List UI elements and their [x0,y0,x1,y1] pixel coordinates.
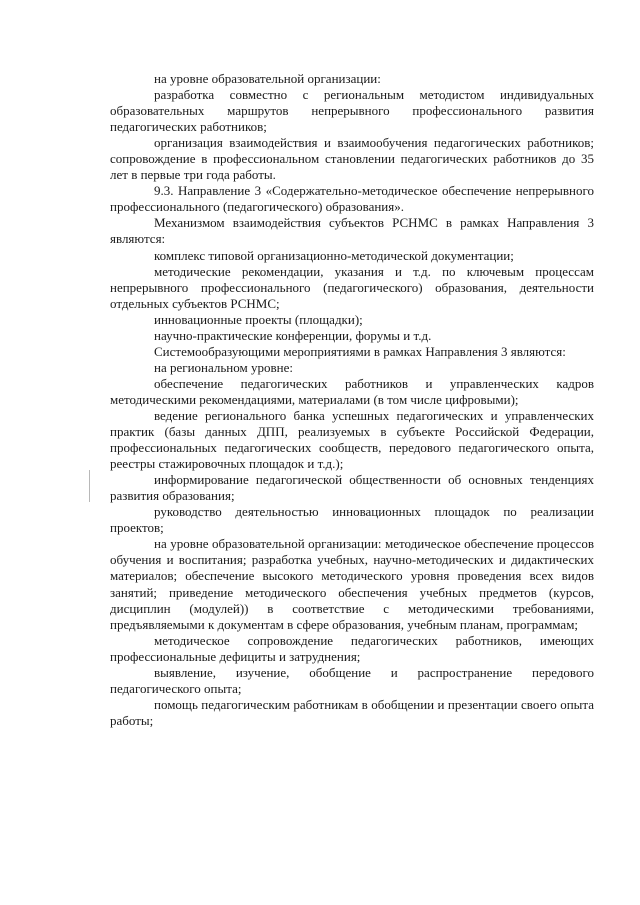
paragraph-16: на уровне образовательной организации: методическое обеспечение процессов обучения и воспитания; разработка учебных, научно-методических и дидактических материалов; обеспечение высокого методического уровня проведения всех видов занятий; приведение методического обеспечения учебных предметов (курсов, дисциплин (модулей)) в соответствие с методическими требованиями, предъявляемыми к документам в сфере образования, учебным планам, программам; [110,536,594,632]
paragraph-18: выявление, изучение, обобщение и распространение передового педагогического опыта; [110,664,594,696]
paragraph-14: информирование педагогической общественности об основных тенденциях развития образования; [110,472,594,504]
paragraph-6: комплекс типовой организационно-методической документации; [154,247,514,263]
paragraph-8: инновационные проекты (площадки); [154,311,363,327]
paragraph-12: обеспечение педагогических работников и управленческих кадров методическими рекомендациями, материалами (в том числе цифровыми); [110,375,594,407]
paragraph-11: на региональном уровне: [154,359,293,375]
paragraph-13: ведение регионального банка успешных педагогических и управленческих практик (базы данных ДПП, реализуемых в субъекте Российской Федерации, профессиональных педагогических сообществ, передового педагогического опыта, реестры стажировочных площадок и т.д.); [110,407,594,472]
paragraph-15: руководство деятельностью инновационных площадок по реализации проектов; [110,504,594,536]
paragraph-7: методические рекомендации, указания и т.д. по ключевым процессам непрерывного профессионального (педагогического) образования, деятельности отдельных субъектов РСНМС; [110,263,594,311]
paragraph-5: Механизмом взаимодействия субъектов РСНМС в рамках Направления 3 являются: [110,215,594,247]
paragraph-10: Системообразующими мероприятиями в рамках Направления 3 являются: [154,343,566,359]
document-body [110,71,594,729]
paragraph-17: методическое сопровождение педагогических работников, имеющих профессиональные дефициты и затруднения; [110,632,594,664]
section-heading-9-3: 9.3. Направление 3 «Содержательно-методическое обеспечение непрерывного профессионального (педагогического) образования». [110,183,594,215]
paragraph-9: научно-практические конференции, форумы и т.д. [154,327,432,343]
paragraph-19: помощь педагогическим работникам в обобщении и презентации своего опыта работы; [110,696,594,728]
paragraph-2: разработка совместно с региональным методистом индивидуальных образовательных маршрутов непрерывного профессионального развития педагогических работников; [110,87,594,135]
paragraph-1: на уровне образовательной организации: [154,71,381,86]
scan-edge-mark [89,470,90,502]
paragraph-3: организация взаимодействия и взаимообучения педагогических работников; сопровождение в профессиональном становлении педагогических работников до 35 лет в первые три года работы. [110,135,594,183]
